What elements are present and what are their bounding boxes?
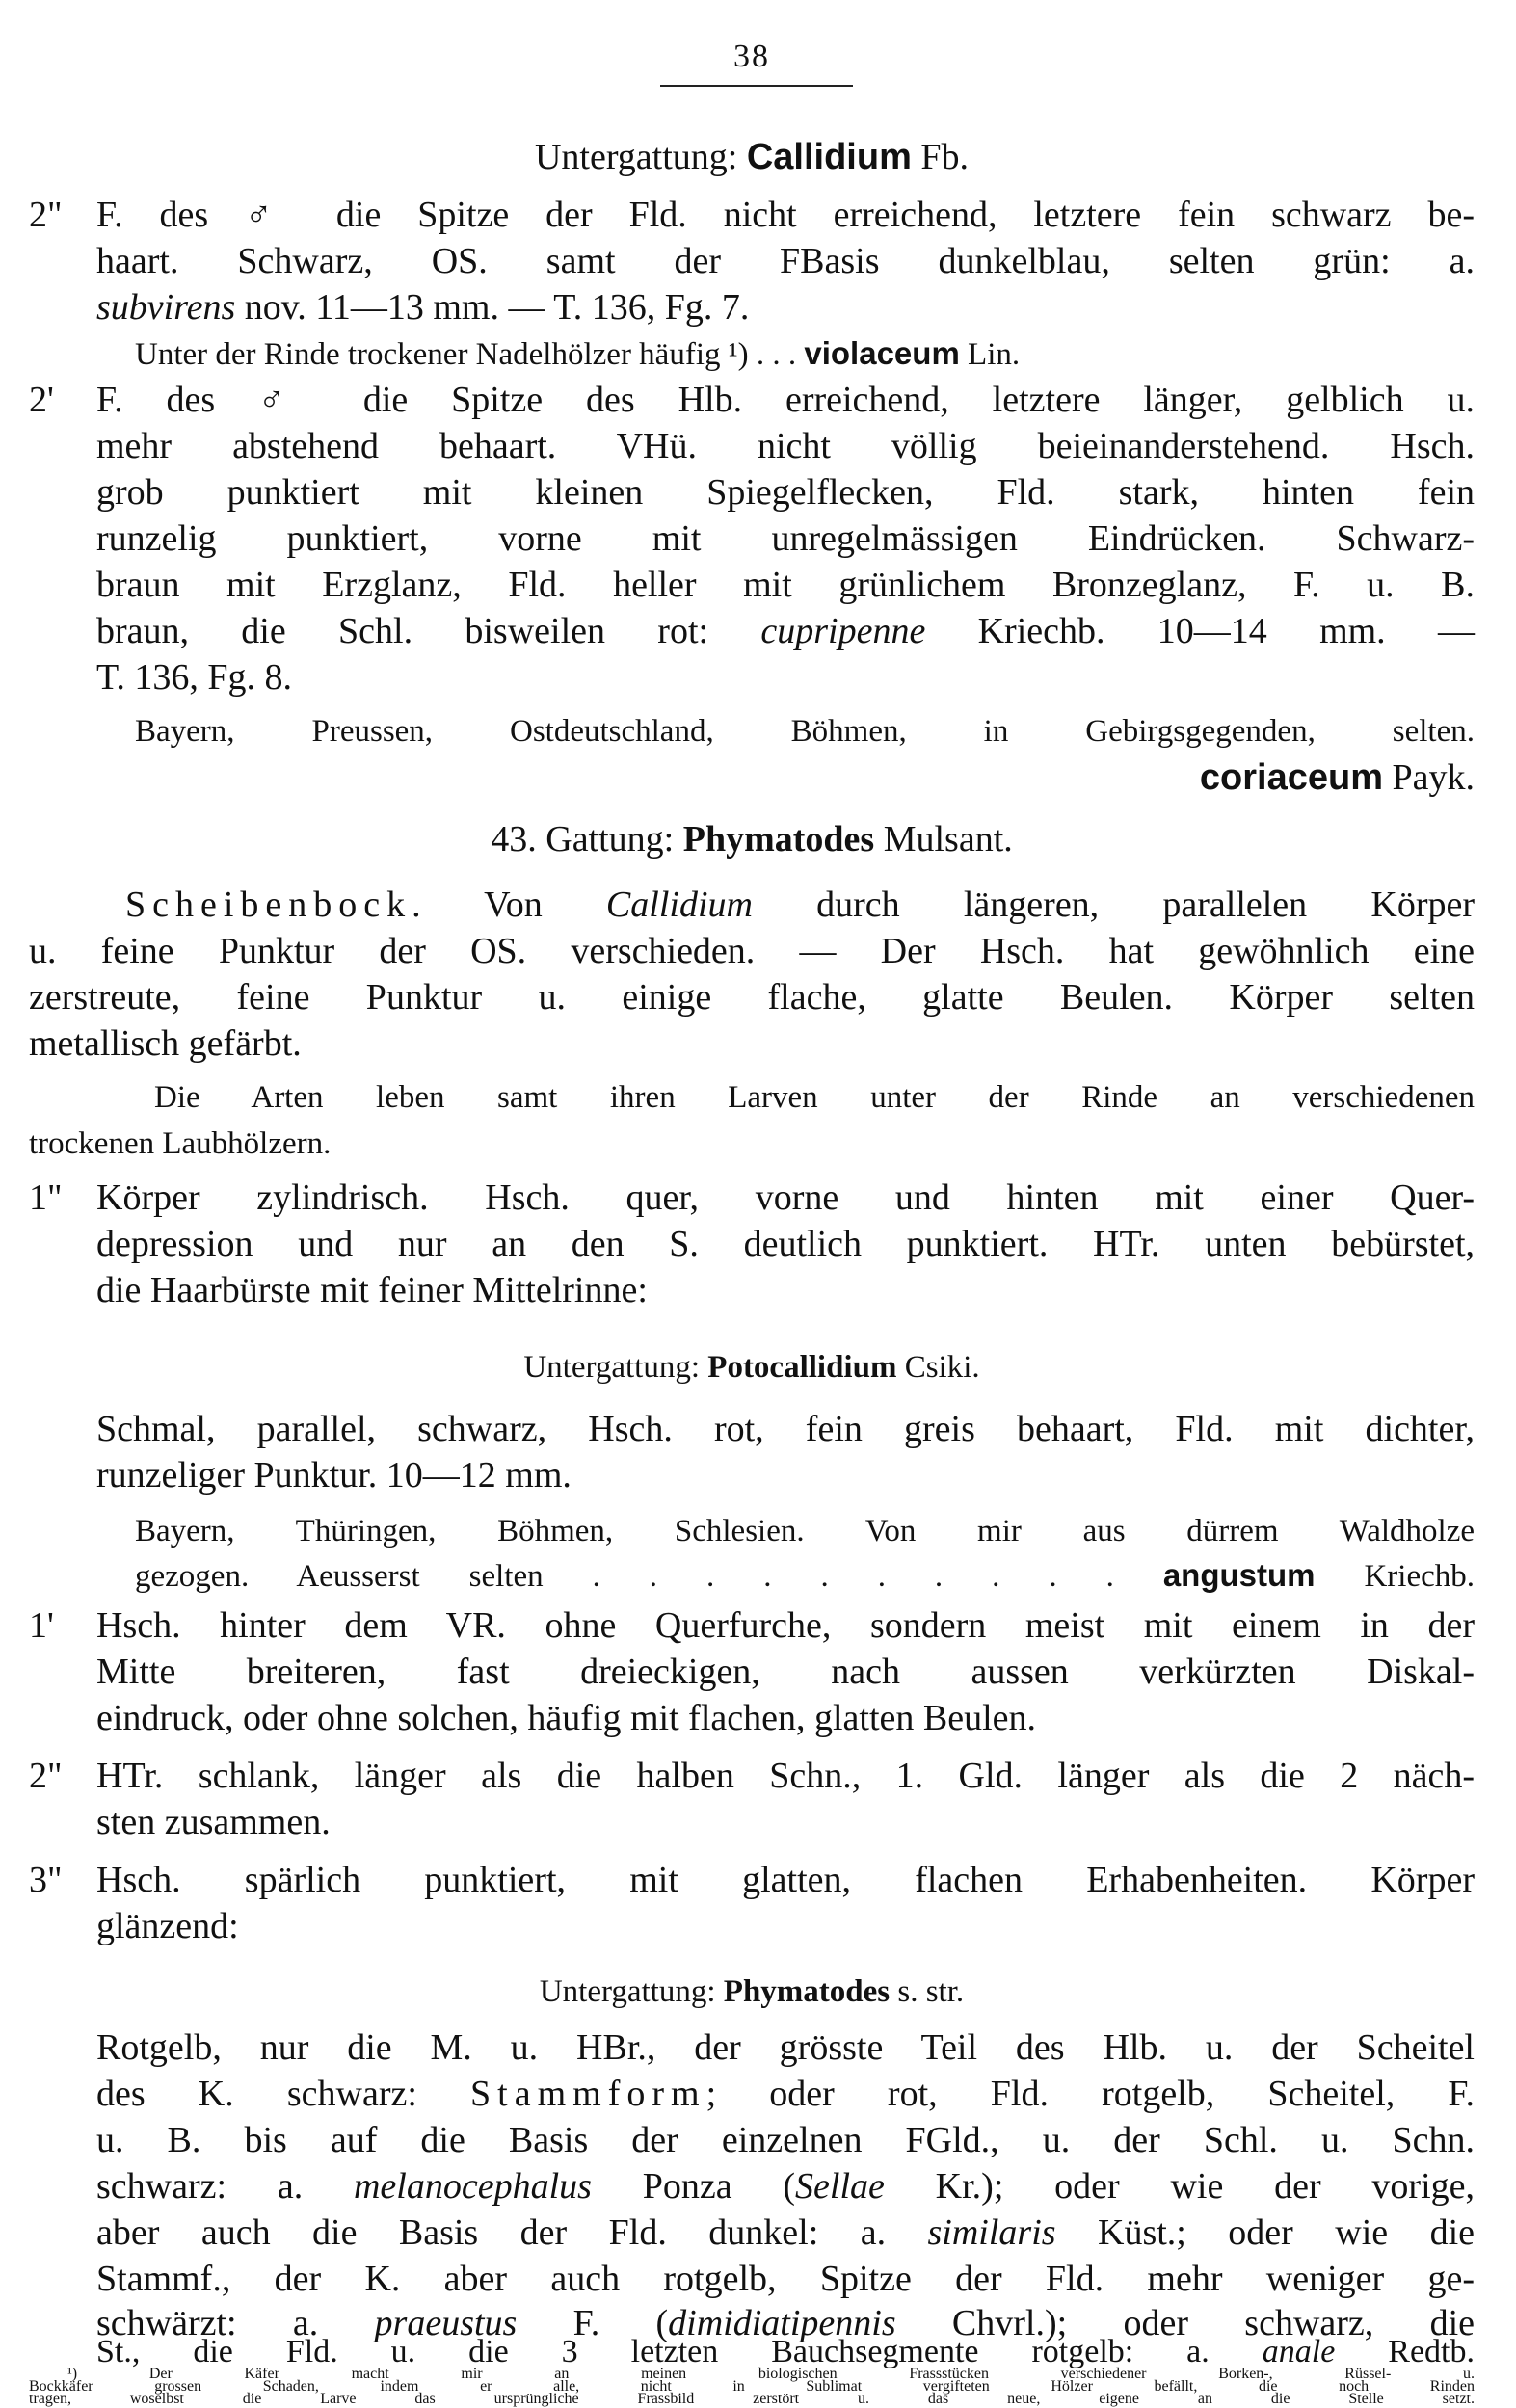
text-line: Unter der Rinde trockener Nadelhölzer häufig ¹) . . . violaceum Lin. [135,335,1021,372]
footnote-line: ¹) Der Käfer macht mir an meinen biologischen Frassstücken verschiedener Borken-, Rüssel- u. [67,2366,1475,2382]
genus-heading-phymatodes: 43. Gattung: Phymatodes Mulsant. [491,819,1013,860]
text-line: St., die Fld. u. die 3 letzten Bauchsegmente rotgelb: a. anale Redtb. [96,2334,1476,2369]
text-line: depression und nur an den S. deutlich punktiert. HTr. unten bebürstet, [96,1224,1475,1264]
subgenus-heading-potocallidium: Untergattung: Potocallidium Csiki. [523,1350,980,1385]
subgenus-heading-phymatodes: Untergattung: Phymatodes s. str. [539,1974,965,2009]
couplet-number: 2' [29,380,54,420]
text-line: Scheibenbock. Von Callidium durch längeren, parallelen Körper [125,885,1475,925]
page-number: 38 [733,39,770,74]
footer-block [29,0,1475,2408]
couplet-number: 3" [29,1860,63,1900]
text-line: gezogen. Aeusserst selten . . . . . . . . . . angustum Kriechb. [135,1557,1475,1594]
text-line: 2' F. des ♂ die Spitze des Hlb. erreichend, letztere länger, gelblich u. [29,380,1475,420]
text-line: braun, die Schl. bisweilen rot: cupripenne Kriechb. 10—14 mm. — [96,611,1475,651]
text-line: glänzend: [96,1906,239,1946]
text-line: Bayern, Preussen, Ostdeutschland, Böhmen, in Gebirgsgegenden, selten. [135,714,1475,749]
text-line: mehr abstehend behaart. VHü. nicht völlig beieinanderstehend. Hsch. [96,426,1475,466]
text-line: 1' Hsch. hinter dem VR. ohne Querfurche, sondern meist mit einem in der [29,1605,1475,1646]
couplet-number: 2" [29,1756,63,1796]
couplet-number: 2" [29,195,63,235]
text-line: 3" Hsch. spärlich punktiert, mit glatten, flachen Erhabenheiten. Körper [29,1860,1475,1900]
text-line: u. B. bis auf die Basis der einzelnen FGld., u. der Schl. u. Schn. [96,2120,1475,2160]
text-line: subvirens nov. 11—13 mm. — T. 136, Fg. 7. [96,287,750,328]
text-line: trockenen Laubhölzern. [29,1126,332,1161]
text-line: Bayern, Thüringen, Böhmen, Schlesien. Von mir aus dürrem Waldholze [135,1514,1475,1548]
footnote-line: tragen, woselbst die Larve das ursprüngliche Frassbild zerstört u. das neue, eigene an die Stelle setzt. [29,2391,1475,2407]
text-line: braun mit Erzglanz, Fld. heller mit grünlichem Bronzeglanz, F. u. B. [96,565,1475,605]
text-line: runzeliger Punktur. 10—12 mm. [96,1455,572,1495]
text-line: 2" F. des ♂ die Spitze der Fld. nicht erreichend, letztere fein schwarz be- [29,195,1475,235]
text-line: u. feine Punktur der OS. verschieden. — Der Hsch. hat gewöhnlich eine [29,931,1475,971]
couplet-number: 1" [29,1178,63,1218]
text-line: aber auch die Basis der Fld. dunkel: a. similaris Küst.; oder wie die [96,2212,1475,2253]
text-line: schwärzt: a. praeustus F. (dimidiatipennis Chvrl.); oder schwarz, die [96,2303,1475,2343]
couplet-number: 1' [29,1605,54,1646]
species-name-line: coriaceum Payk. [1199,757,1475,798]
text-line: runzelig punktiert, vorne mit unregelmässigen Eindrücken. Schwarz- [96,518,1475,559]
text-line: Stammf., der K. aber auch rotgelb, Spitze der Fld. mehr weniger ge- [96,2259,1475,2299]
text-line: haart. Schwarz, OS. samt der FBasis dunkelblau, selten grün: a. [96,241,1475,281]
text-line: Schmal, parallel, schwarz, Hsch. rot, fein greis behaart, Fld. mit dichter, [96,1409,1475,1449]
text-line: 2" HTr. schlank, länger als die halben Schn., 1. Gld. länger als die 2 näch- [29,1756,1475,1796]
text-line: eindruck, oder ohne solchen, häufig mit flachen, glatten Beulen. [96,1698,1037,1738]
text-line: zerstreute, feine Punktur u. einige flache, glatte Beulen. Körper selten [29,977,1475,1018]
text-line: T. 136, Fg. 8. [96,657,293,698]
text-line: metallisch gefärbt. [29,1023,302,1064]
text-line: schwarz: a. melanocephalus Ponza (Sellae Kr.); oder wie der vorige, [96,2166,1475,2207]
subgenus-heading-callidium: Untergattung: Callidium Fb. [534,137,970,177]
text-line: Die Arten leben samt ihren Larven unter der Rinde an verschiedenen [154,1080,1475,1115]
text-line: Rotgelb, nur die M. u. HBr., der grösste Teil des Hlb. u. der Scheitel [96,2027,1475,2068]
text-line: Mitte breiteren, fast dreieckigen, nach aussen verkürzten Diskal- [96,1652,1475,1692]
footnote-line: Bockkäfer grossen Schaden, indem er alle, nicht in Sublimat vergifteten Hölzer befällt, die noch Rinden [29,2378,1475,2395]
text-line: die Haarbürste mit feiner Mittelrinne: [96,1270,648,1310]
text-line: 1" Körper zylindrisch. Hsch. quer, vorne und hinten mit einer Quer- [29,1178,1475,1218]
text-line: sten zusammen. [96,1802,331,1842]
text-line: grob punktiert mit kleinen Spiegelflecken, Fld. stark, hinten fein [96,472,1475,513]
text-line: des K. schwarz: Stammform; oder rot, Fld. rotgelb, Scheitel, F. [96,2074,1475,2114]
